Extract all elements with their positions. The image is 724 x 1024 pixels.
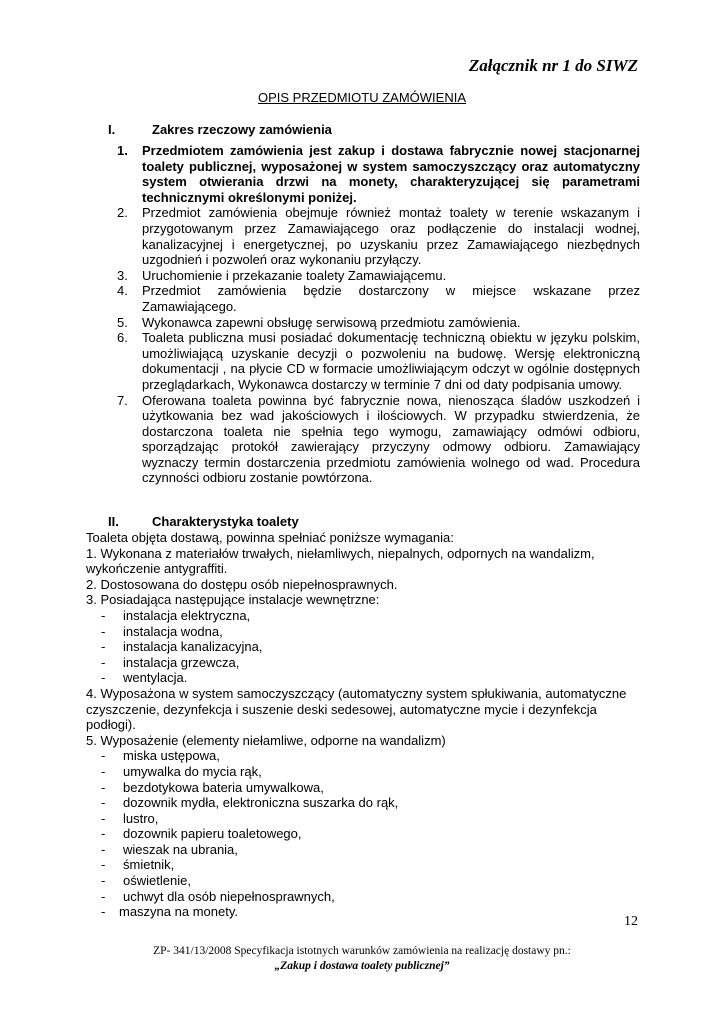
equipment-item: - dozownik papieru toaletowego, bbox=[101, 826, 302, 842]
list-item: 2. Przedmiot zamówienia obejmuje również montaż toalety w terenie wskazanym i przygotowanym przez Zamawiającego oraz podłączenie do instalacji wodnej, kanalizacyjnej i energetycznej, po uzyskaniu przez Zamawiającego niezbędnych uzgodnień i pozwoleń oraz wykonaniu przyłączy. bbox=[117, 205, 640, 268]
installation-item: - instalacja wodna, bbox=[101, 623, 223, 639]
equipment-item: - dozownik mydła, elektroniczna suszarka do rąk, bbox=[101, 795, 399, 811]
page-number: 12 bbox=[624, 914, 638, 929]
document-title: OPIS PRZEDMIOTU ZAMÓWIENIA bbox=[257, 90, 466, 105]
list-item: 6. Toaleta publiczna musi posiadać dokumentację techniczną obiektu w języku polskim, umożliwiającą uzyskanie decyzji o pozwoleniu na budowę. Wersję elektroniczną dokumentacji , na płycie CD w formacie umożliwiającym odczyt w ogólnie dostępnych przeglądarkach, Wykonawca dostarczy w terminie 7 dni od daty podpisania umowy. bbox=[117, 330, 640, 392]
section-2-heading bbox=[108, 514, 508, 530]
equipment-item: - bezdotykowa bateria umywalkowa, bbox=[101, 779, 324, 795]
requirement-4: 4. Wyposażona w system samoczyszczący (automatyczny system spłukiwania, automatyczne czyszczenie, dezynfekcja i suszenie deski sedesowej, automatyczne mycie i dezynfekcja podłogi). bbox=[86, 685, 627, 733]
section-2-body bbox=[86, 530, 640, 920]
equipment-item: - maszyna na monety. bbox=[101, 904, 238, 920]
list-item: 3. Uruchomienie i przekazanie toalety Zamawiającemu. bbox=[117, 267, 447, 283]
equipment-item: - śmietnik, bbox=[101, 857, 175, 873]
installation-item: - instalacja grzewcza, bbox=[101, 654, 240, 670]
section-1-number: I. bbox=[108, 122, 116, 137]
installation-item: - instalacja kanalizacyjna, bbox=[101, 639, 263, 655]
equipment-item: - miska ustępowa, bbox=[101, 748, 220, 764]
footer-line-1: ZP- 341/13/2008 Specyfikacja istotnych warunków zamówienia na realizację dostawy pn.: bbox=[153, 945, 571, 957]
footer-line-2: „Zakup i dostawa toalety publicznej” bbox=[274, 960, 450, 972]
section-1-heading bbox=[108, 122, 508, 138]
section-2-title: Charakterystyka toalety bbox=[152, 514, 299, 529]
installation-item: - instalacja elektryczna, bbox=[101, 607, 251, 623]
equipment-item: - lustro, bbox=[101, 810, 159, 826]
section-1-list bbox=[117, 143, 640, 486]
requirement-1: 1. Wykonana z materiałów trwałych, niełamliwych, niepalnych, odpornych na wandalizm, wykończenie antygraffiti. bbox=[86, 545, 595, 577]
requirement-5: 5. Wyposażenie (elementy niełamliwe, odporne na wandalizm) bbox=[86, 732, 446, 748]
section-1-title: Zakres rzeczowy zamówienia bbox=[152, 122, 332, 137]
list-item: 5. Wykonawca zapewni obsługę serwisową przedmiotu zamówienia. bbox=[117, 314, 521, 330]
equipment-item: - uchwyt dla osób niepełnosprawnych, bbox=[101, 888, 335, 904]
equipment-item: - umywalka do mycia rąk, bbox=[101, 763, 262, 779]
requirement-2: 2. Dostosowana do dostępu osób niepełnosprawnych. bbox=[86, 576, 398, 592]
installation-item: - wentylacja. bbox=[101, 670, 188, 686]
annex-label: Załącznik nr 1 do SIWZ bbox=[468, 56, 638, 75]
list-item: 7. Oferowana toaleta powinna być fabrycznie nowa, nienosząca śladów uszkodzeń i użytkowania bez wad jakościowych i ilościowych. W przypadku stwierdzenia, że dostarczona toaleta nie spełnia tego wymogu, zamawiający odmówi odbioru, sporządzając protokół zawierający przyczyny odmowy odbioru. Zamawiający wyznaczy termin dostarczenia przedmiotu zamówienia wolnego od wad. Procedura czynności odbioru zostanie powtórzona. bbox=[117, 392, 640, 486]
section-2-number: II. bbox=[108, 514, 119, 529]
equipment-item: - oświetlenie, bbox=[101, 873, 191, 889]
footer bbox=[0, 944, 724, 974]
equipment-item: - wieszak na ubrania, bbox=[101, 841, 238, 857]
list-item: 4. Przedmiot zamówienia będzie dostarczony w miejsce wskazane przez Zamawiającego. bbox=[117, 283, 640, 314]
requirements-intro: Toaleta objęta dostawą, powinna spełniać poniższe wymagania: bbox=[86, 530, 454, 545]
requirement-3: 3. Posiadająca następujące instalacje wewnętrzne: bbox=[86, 592, 380, 608]
list-item: 1. Przedmiotem zamówienia jest zakup i dostawa fabrycznie nowej stacjonarnej toalety publicznej, wyposażonej w system samoczyszczący oraz automatyczny system otwierania drzwi na monety, charakteryzującej się parametrami technicznymi określonymi poniżej. bbox=[117, 143, 640, 205]
